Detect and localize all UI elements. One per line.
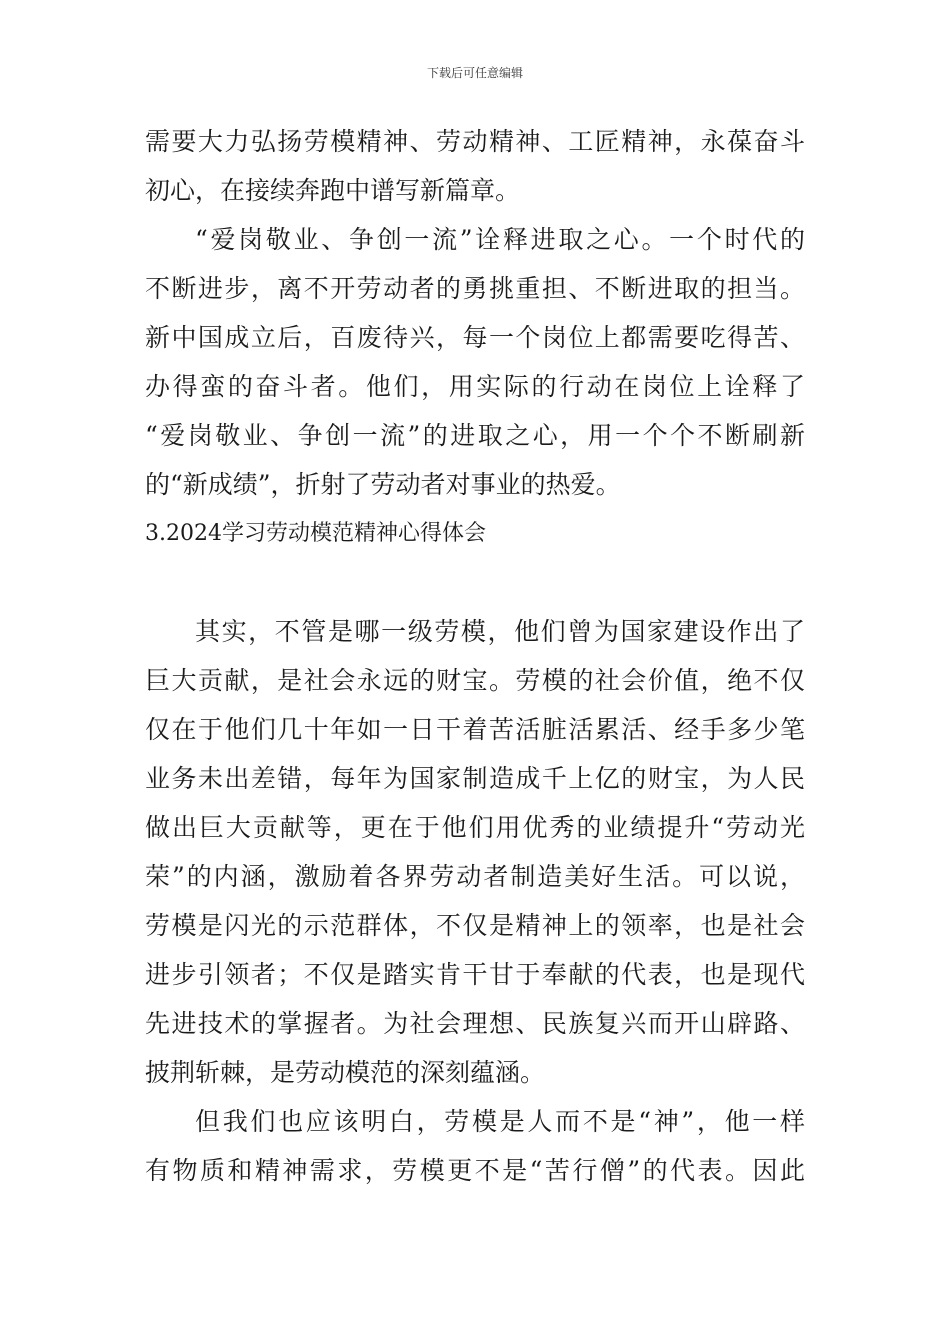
paragraph-line: 业务未出差错，每年为国家制造成千上亿的财宝，为人民 bbox=[145, 764, 805, 793]
document-body bbox=[145, 127, 805, 1205]
paragraph-line: 新中国成立后，百废待兴，每一个岗位上都需要吃得苦、 bbox=[145, 323, 805, 352]
paragraph-line: 其实，不管是哪一级劳模，他们曾为国家建设作出了 bbox=[195, 617, 805, 646]
paragraph-line: 的“新成绩”，折射了劳动者对事业的热爱。 bbox=[145, 470, 621, 499]
paragraph-line: 进步引领者；不仅是踏实肯干甘于奉献的代表，也是现代 bbox=[145, 960, 805, 989]
blank-line bbox=[145, 568, 805, 617]
paragraph-line: 不断进步，离不开劳动者的勇挑重担、不断进取的担当。 bbox=[145, 274, 805, 303]
paragraph-line: 荣”的内涵，激励着各界劳动者制造美好生活。可以说， bbox=[145, 862, 805, 891]
paragraph-line: “爱岗敬业、争创一流”的进取之心，用一个个不断刷新 bbox=[145, 421, 805, 450]
section-heading: 3.2024学习劳动模范精神心得体会 bbox=[145, 521, 486, 546]
paragraph-line: 巨大贡献，是社会永远的财宝。劳模的社会价值，绝不仅 bbox=[145, 666, 805, 695]
paragraph-line: 先进技术的掌握者。为社会理想、民族复兴而开山辟路、 bbox=[145, 1009, 805, 1038]
paragraph-line: 做出巨大贡献等，更在于他们用优秀的业绩提升“劳动光 bbox=[145, 813, 805, 842]
paragraph-line: 初心，在接续奔跑中谱写新篇章。 bbox=[145, 176, 521, 205]
page-header-note: 下载后可任意编辑 bbox=[426, 66, 523, 80]
paragraph-line: 但我们也应该明白，劳模是人而不是“神”，他一样 bbox=[195, 1107, 805, 1136]
paragraph-line: 办得蛮的奋斗者。他们，用实际的行动在岗位上诠释了 bbox=[145, 372, 805, 401]
paragraph-line: 披荆斩棘，是劳动模范的深刻蕴涵。 bbox=[145, 1058, 546, 1087]
paragraph-line: “爱岗敬业、争创一流”诠释进取之心。一个时代的 bbox=[195, 225, 805, 254]
paragraph-line: 劳模是闪光的示范群体，不仅是精神上的领率，也是社会 bbox=[145, 911, 805, 940]
paragraph-line: 有物质和精神需求，劳模更不是“苦行僧”的代表。因此 bbox=[145, 1156, 805, 1185]
paragraph-line: 需要大力弘扬劳模精神、劳动精神、工匠精神，永葆奋斗 bbox=[145, 127, 805, 156]
paragraph-line: 仅在于他们几十年如一日干着苦活脏活累活、经手多少笔 bbox=[145, 715, 805, 744]
